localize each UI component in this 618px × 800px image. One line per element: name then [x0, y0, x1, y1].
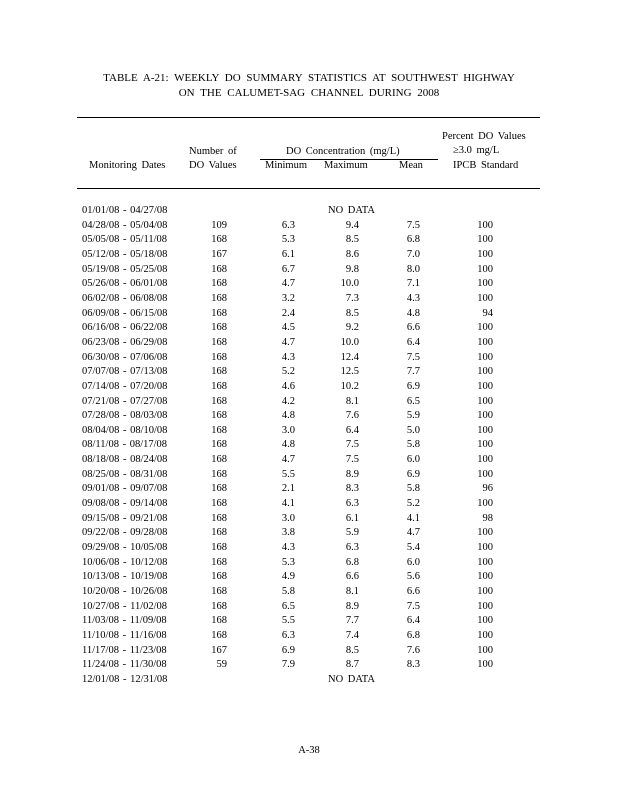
table-row	[0, 556, 618, 571]
cell-percent-standard: 100	[477, 234, 493, 246]
cell-monitoring-dates: 09/29/08 - 10/05/08	[82, 542, 168, 553]
table-row	[0, 453, 618, 468]
table-row	[0, 512, 618, 527]
cell-monitoring-dates: 11/24/08 - 11/30/08	[82, 659, 167, 671]
table-row	[0, 292, 618, 307]
cell-minimum: 4.3	[281, 542, 295, 553]
cell-monitoring-dates: 09/22/08 - 09/28/08	[82, 527, 168, 539]
page-number: A-38	[298, 745, 320, 756]
cell-mean: 8.3	[406, 659, 420, 671]
cell-minimum: 6.7	[281, 263, 295, 275]
cell-maximum: 7.6	[345, 410, 359, 422]
cell-minimum: 6.3	[281, 629, 295, 641]
cell-mean: 8.0	[406, 263, 420, 275]
cell-monitoring-dates: 05/26/08 - 06/01/08	[82, 278, 168, 290]
header-monitoring-dates: Monitoring Dates	[89, 160, 166, 171]
cell-number-of-values: 168	[211, 278, 227, 290]
table-title-line1: TABLE A-21: WEEKLY DO SUMMARY STATISTICS AT SOUTHWEST HIGHWAY	[103, 72, 515, 84]
cell-percent-standard: 100	[477, 278, 493, 290]
cell-minimum: 5.3	[281, 234, 295, 246]
cell-minimum: 4.7	[281, 278, 295, 290]
cell-monitoring-dates: 09/15/08 - 09/21/08	[82, 512, 168, 524]
table-row	[0, 307, 618, 322]
cell-maximum: 10.0	[340, 336, 359, 348]
table-row	[0, 497, 618, 512]
cell-mean: 6.0	[406, 556, 420, 568]
cell-percent-standard: 100	[477, 615, 493, 627]
cell-maximum: 8.3	[345, 483, 359, 495]
cell-mean: 6.6	[406, 585, 420, 597]
cell-mean: 7.0	[406, 248, 420, 260]
cell-minimum: 3.8	[281, 527, 295, 539]
cell-mean: 5.6	[406, 571, 420, 583]
cell-number-of-values: 168	[211, 556, 227, 568]
table-row	[0, 365, 618, 380]
table-row	[0, 219, 618, 234]
cell-monitoring-dates: 07/14/08 - 07/20/08	[82, 380, 168, 392]
header-mean: Mean	[399, 160, 423, 171]
cell-minimum: 5.8	[281, 585, 295, 597]
cell-minimum: 4.1	[281, 498, 295, 509]
cell-monitoring-dates: 10/06/08 - 10/12/08	[82, 556, 168, 568]
cell-number-of-values: 168	[211, 439, 227, 451]
header-minimum: Minimum	[265, 160, 308, 171]
cell-percent-standard: 100	[477, 219, 493, 231]
cell-number-of-values: 168	[211, 542, 227, 553]
table-row	[0, 409, 618, 424]
cell-percent-standard: 100	[477, 571, 493, 583]
cell-number-of-values: 168	[211, 395, 227, 407]
table-row	[0, 233, 618, 248]
cell-maximum: 10.2	[340, 380, 359, 392]
cell-number-of-values: 167	[211, 248, 227, 260]
cell-percent-standard: 100	[477, 410, 493, 422]
cell-number-of-values: 168	[211, 307, 227, 319]
cell-number-of-values: 168	[211, 292, 227, 304]
cell-number-of-values: 168	[211, 629, 227, 641]
top-rule	[77, 117, 540, 118]
cell-monitoring-dates: 10/27/08 - 11/02/08	[82, 600, 168, 612]
cell-percent-standard: 100	[477, 322, 493, 334]
cell-mean: 7.7	[406, 366, 420, 378]
cell-monitoring-dates: 05/05/08 - 05/11/08	[82, 234, 168, 246]
header-ge-3-mgl: ≥3.0 mg/L	[453, 145, 500, 156]
cell-percent-standard: 100	[477, 454, 493, 466]
header-rule	[77, 188, 540, 189]
cell-monitoring-dates: 08/25/08 - 08/31/08	[82, 468, 168, 480]
table-row	[0, 526, 618, 541]
cell-maximum: 6.4	[345, 424, 359, 436]
table-row	[0, 658, 618, 673]
cell-monitoring-dates: 06/02/08 - 06/08/08	[82, 292, 168, 304]
cell-number-of-values: 168	[211, 571, 227, 583]
cell-maximum: 8.1	[345, 395, 359, 407]
cell-number-of-values: 109	[211, 219, 227, 231]
cell-percent-standard: 94	[482, 307, 493, 319]
cell-monitoring-dates: 09/01/08 - 09/07/08	[82, 483, 168, 495]
cell-mean: 7.5	[406, 219, 420, 231]
cell-number-of-values: 168	[211, 615, 227, 627]
cell-maximum: 8.9	[345, 600, 359, 612]
cell-maximum: 8.7	[345, 659, 359, 671]
table-row	[0, 204, 618, 219]
cell-monitoring-dates: 06/23/08 - 06/29/08	[82, 336, 168, 348]
cell-minimum: 4.8	[281, 439, 295, 451]
cell-number-of-values: 168	[211, 336, 227, 348]
header-maximum: Maximum	[324, 160, 368, 171]
cell-mean: 6.8	[406, 629, 420, 641]
cell-no-data: NO DATA	[328, 673, 375, 685]
cell-maximum: 6.3	[345, 498, 359, 509]
cell-monitoring-dates: 11/03/08 - 11/09/08	[82, 615, 167, 627]
cell-number-of-values: 168	[211, 366, 227, 378]
cell-minimum: 6.3	[281, 219, 295, 231]
cell-minimum: 4.7	[281, 454, 295, 466]
cell-mean: 4.3	[406, 292, 420, 304]
table-row	[0, 336, 618, 351]
table-row	[0, 277, 618, 292]
cell-monitoring-dates: 05/12/08 - 05/18/08	[82, 248, 168, 260]
cell-percent-standard: 100	[477, 468, 493, 480]
cell-mean: 6.4	[406, 336, 420, 348]
cell-monitoring-dates: 09/08/08 - 09/14/08	[82, 498, 168, 509]
cell-mean: 6.8	[406, 234, 420, 246]
table-row	[0, 321, 618, 336]
cell-percent-standard: 100	[477, 263, 493, 275]
cell-number-of-values: 168	[211, 468, 227, 480]
table-row	[0, 570, 618, 585]
cell-mean: 5.9	[406, 410, 420, 422]
cell-maximum: 7.3	[345, 292, 359, 304]
table-row	[0, 541, 618, 556]
cell-mean: 6.4	[406, 615, 420, 627]
header-ipcb-standard: IPCB Standard	[453, 160, 519, 171]
cell-maximum: 8.5	[345, 234, 359, 246]
table-row	[0, 380, 618, 395]
cell-mean: 6.5	[406, 395, 420, 407]
table-row	[0, 351, 618, 366]
table-row	[0, 644, 618, 659]
cell-mean: 7.5	[406, 351, 420, 363]
cell-maximum: 7.5	[345, 454, 359, 466]
cell-percent-standard: 98	[482, 512, 493, 524]
cell-minimum: 4.2	[281, 395, 295, 407]
cell-mean: 6.6	[406, 322, 420, 334]
cell-monitoring-dates: 06/30/08 - 07/06/08	[82, 351, 168, 363]
cell-number-of-values: 168	[211, 483, 227, 495]
cell-mean: 5.8	[406, 483, 420, 495]
cell-maximum: 8.5	[345, 644, 359, 656]
table-row	[0, 585, 618, 600]
table-row	[0, 438, 618, 453]
cell-number-of-values: 168	[211, 234, 227, 246]
cell-monitoring-dates: 10/20/08 - 10/26/08	[82, 585, 168, 597]
cell-number-of-values: 168	[211, 512, 227, 524]
cell-percent-standard: 100	[477, 585, 493, 597]
cell-percent-standard: 100	[477, 292, 493, 304]
table-row	[0, 614, 618, 629]
cell-percent-standard: 100	[477, 424, 493, 436]
cell-maximum: 9.2	[345, 322, 359, 334]
cell-mean: 7.1	[406, 278, 420, 290]
table-title-line2: ON THE CALUMET-SAG CHANNEL DURING 2008	[178, 87, 440, 99]
cell-minimum: 3.2	[281, 292, 295, 304]
cell-mean: 6.9	[406, 380, 420, 392]
cell-maximum: 9.4	[345, 219, 359, 231]
cell-minimum: 4.8	[281, 410, 295, 422]
cell-minimum: 4.7	[281, 336, 295, 348]
cell-minimum: 4.9	[281, 571, 295, 583]
cell-maximum: 5.9	[345, 527, 359, 539]
cell-maximum: 8.9	[345, 468, 359, 480]
cell-maximum: 7.5	[345, 439, 359, 451]
table-row	[0, 248, 618, 263]
table-row	[0, 395, 618, 410]
header-number-of: Number of	[189, 146, 237, 157]
cell-mean: 4.8	[406, 307, 420, 319]
cell-monitoring-dates: 05/19/08 - 05/25/08	[82, 263, 168, 275]
cell-monitoring-dates: 10/13/08 - 10/19/08	[82, 571, 168, 583]
cell-monitoring-dates: 07/28/08 - 08/03/08	[82, 410, 168, 422]
cell-percent-standard: 100	[477, 629, 493, 641]
cell-number-of-values: 168	[211, 351, 227, 363]
cell-minimum: 5.2	[281, 366, 295, 378]
cell-maximum: 10.0	[340, 278, 359, 290]
cell-number-of-values: 168	[211, 585, 227, 597]
cell-percent-standard: 100	[477, 542, 493, 553]
cell-monitoring-dates: 11/17/08 - 11/23/08	[82, 644, 167, 656]
cell-monitoring-dates: 01/01/08 - 04/27/08	[82, 205, 168, 216]
cell-maximum: 8.5	[345, 307, 359, 319]
cell-mean: 4.1	[406, 512, 420, 524]
cell-monitoring-dates: 06/16/08 - 06/22/08	[82, 322, 168, 334]
cell-number-of-values: 167	[211, 644, 227, 656]
cell-minimum: 6.9	[281, 644, 295, 656]
cell-no-data: NO DATA	[328, 205, 375, 216]
table-row	[0, 600, 618, 615]
cell-mean: 5.8	[406, 439, 420, 451]
cell-minimum: 2.1	[281, 483, 295, 495]
cell-number-of-values: 168	[211, 322, 227, 334]
cell-number-of-values: 168	[211, 454, 227, 466]
cell-monitoring-dates: 04/28/08 - 05/04/08	[82, 219, 168, 231]
cell-number-of-values: 168	[211, 424, 227, 436]
cell-minimum: 5.5	[281, 615, 295, 627]
cell-minimum: 6.1	[281, 248, 295, 260]
cell-maximum: 9.8	[345, 263, 359, 275]
cell-maximum: 6.6	[345, 571, 359, 583]
cell-number-of-values: 168	[211, 380, 227, 392]
cell-monitoring-dates: 11/10/08 - 11/16/08	[82, 629, 167, 641]
cell-number-of-values: 168	[211, 410, 227, 422]
cell-percent-standard: 100	[477, 366, 493, 378]
cell-percent-standard: 100	[477, 659, 493, 671]
cell-mean: 5.4	[406, 542, 420, 553]
cell-monitoring-dates: 08/04/08 - 08/10/08	[82, 424, 168, 436]
cell-maximum: 8.1	[345, 585, 359, 597]
cell-maximum: 7.7	[345, 615, 359, 627]
cell-number-of-values: 168	[211, 263, 227, 275]
header-do-concentration: DO Concentration (mg/L)	[286, 146, 400, 157]
cell-percent-standard: 100	[477, 439, 493, 451]
cell-number-of-values: 168	[211, 600, 227, 612]
cell-percent-standard: 100	[477, 600, 493, 612]
cell-maximum: 6.3	[345, 542, 359, 553]
cell-mean: 5.2	[406, 498, 420, 509]
cell-percent-standard: 100	[477, 527, 493, 539]
cell-number-of-values: 59	[216, 659, 227, 671]
cell-minimum: 3.0	[281, 512, 295, 524]
cell-maximum: 6.1	[345, 512, 359, 524]
cell-maximum: 12.5	[340, 366, 359, 378]
cell-mean: 7.6	[406, 644, 420, 656]
cell-mean: 6.0	[406, 454, 420, 466]
cell-minimum: 5.3	[281, 556, 295, 568]
table-row	[0, 424, 618, 439]
table-row	[0, 482, 618, 497]
cell-maximum: 7.4	[345, 629, 359, 641]
cell-monitoring-dates: 06/09/08 - 06/15/08	[82, 307, 168, 319]
cell-percent-standard: 100	[477, 644, 493, 656]
cell-monitoring-dates: 08/11/08 - 08/17/08	[82, 439, 168, 451]
cell-minimum: 2.4	[281, 307, 295, 319]
cell-maximum: 6.8	[345, 556, 359, 568]
cell-mean: 6.9	[406, 468, 420, 480]
table-row	[0, 468, 618, 483]
cell-minimum: 4.6	[281, 380, 295, 392]
cell-percent-standard: 96	[482, 483, 493, 495]
cell-minimum: 3.0	[281, 424, 295, 436]
cell-mean: 5.0	[406, 424, 420, 436]
cell-mean: 7.5	[406, 600, 420, 612]
table-row	[0, 629, 618, 644]
cell-monitoring-dates: 12/01/08 - 12/31/08	[82, 673, 168, 685]
cell-monitoring-dates: 07/07/08 - 07/13/08	[82, 366, 168, 378]
header-do-values: DO Values	[189, 160, 237, 171]
cell-minimum: 6.5	[281, 600, 295, 612]
cell-minimum: 5.5	[281, 468, 295, 480]
cell-number-of-values: 168	[211, 527, 227, 539]
cell-percent-standard: 100	[477, 395, 493, 407]
cell-percent-standard: 100	[477, 336, 493, 348]
header-percent-do-values: Percent DO Values	[442, 131, 526, 142]
cell-maximum: 8.6	[345, 248, 359, 260]
cell-percent-standard: 100	[477, 380, 493, 392]
cell-monitoring-dates: 07/21/08 - 07/27/08	[82, 395, 168, 407]
cell-minimum: 4.5	[281, 322, 295, 334]
table-row	[0, 263, 618, 278]
cell-minimum: 4.3	[281, 351, 295, 363]
cell-percent-standard: 100	[477, 498, 493, 509]
cell-percent-standard: 100	[477, 248, 493, 260]
cell-mean: 4.7	[406, 527, 420, 539]
cell-percent-standard: 100	[477, 351, 493, 363]
table-row	[0, 673, 618, 688]
cell-number-of-values: 168	[211, 498, 227, 509]
cell-percent-standard: 100	[477, 556, 493, 568]
cell-maximum: 12.4	[340, 351, 359, 363]
cell-minimum: 7.9	[281, 659, 295, 671]
cell-monitoring-dates: 08/18/08 - 08/24/08	[82, 454, 168, 466]
